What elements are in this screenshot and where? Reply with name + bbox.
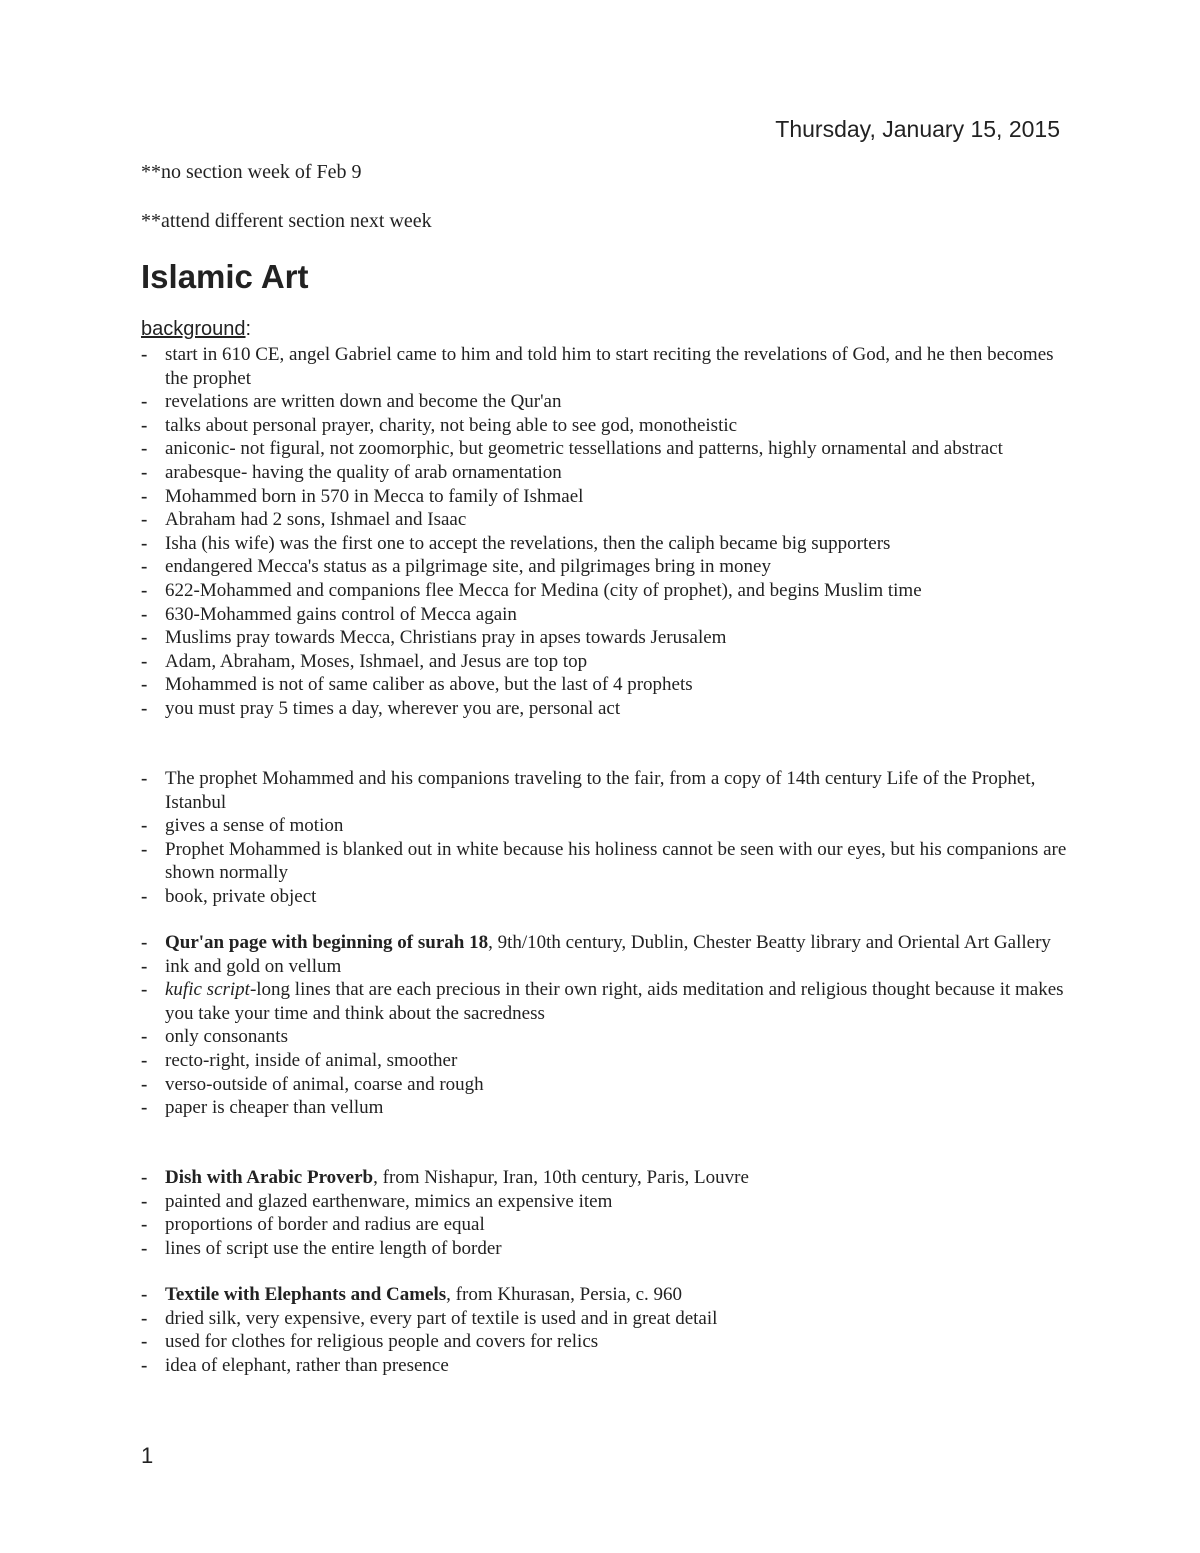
list-item: - recto-right, inside of animal, smoother — [141, 1049, 1071, 1073]
kufic-term: kufic script — [165, 979, 250, 1001]
list-item: - Isha (his wife) was the first one to accept the revelations, then the caliph became big supporters — [141, 532, 1071, 556]
kufic-item — [141, 978, 1071, 1025]
list-item: - book, private object — [141, 885, 1071, 909]
textile-list — [141, 1283, 1071, 1377]
background-label: background — [141, 318, 246, 340]
background-list — [141, 343, 1071, 721]
list-item: - Mohammed born in 570 in Mecca to family of Ishmael — [141, 485, 1071, 509]
list-item: - 630-Mohammed gains control of Mecca again — [141, 603, 1071, 627]
list-item: - 622-Mohammed and companions flee Mecca for Medina (city of prophet), and begins Muslim time — [141, 579, 1071, 603]
prophet-list — [141, 767, 1071, 909]
list-item: - Mohammed is not of same caliber as above, but the last of 4 prophets — [141, 673, 1071, 697]
background-heading — [141, 318, 251, 341]
note-no-section: **no section week of Feb 9 — [141, 161, 362, 183]
artwork-title: Dish with Arabic Proverb — [165, 1167, 374, 1188]
list-item: - idea of elephant, rather than presence — [141, 1354, 1071, 1378]
list-item: - aniconic- not figural, not zoomorphic, but geometric tessellations and patterns, highly ornamental and abstract — [141, 437, 1071, 461]
page-title: Islamic Art — [141, 258, 309, 295]
dish-heading-item — [141, 1166, 1071, 1190]
dish-list — [141, 1166, 1071, 1260]
note-attend-section: **attend different section next week — [141, 210, 432, 232]
list-item: - start in 610 CE, angel Gabriel came to him and told him to start reciting the revelations of God, and he then becomes the prophet — [141, 343, 1071, 390]
list-item: - only consonants — [141, 1025, 1071, 1049]
list-item: - gives a sense of motion — [141, 814, 1071, 838]
list-item: - used for clothes for religious people and covers for relics — [141, 1330, 1071, 1354]
artwork-title: Qur'an page with beginning of surah 18 — [165, 932, 489, 953]
artwork-details: , from Nishapur, Iran, 10th century, Paris, Louvre — [373, 1167, 749, 1188]
background-colon: : — [245, 318, 252, 340]
quran-heading-item — [141, 931, 1071, 955]
list-item: - lines of script use the entire length of border — [141, 1237, 1071, 1261]
list-item: - dried silk, very expensive, every part of textile is used and in great detail — [141, 1307, 1071, 1331]
list-item: - proportions of border and radius are equal — [141, 1213, 1071, 1237]
kufic-description: -long lines that are each precious in their own right, aids meditation and religious thought because it makes you take your time and think about the sacredness — [165, 979, 1064, 1024]
list-item: - verso-outside of animal, coarse and rough — [141, 1073, 1071, 1097]
list-item: - Muslims pray towards Mecca, Christians pray in apses towards Jerusalem — [141, 626, 1071, 650]
list-item: - Prophet Mohammed is blanked out in white because his holiness cannot be seen with our eyes, but his companions are shown normally — [141, 838, 1071, 885]
artwork-title: Textile with Elephants and Camels — [165, 1284, 447, 1305]
list-item: - talks about personal prayer, charity, not being able to see god, monotheistic — [141, 414, 1071, 438]
list-item: - Abraham had 2 sons, Ishmael and Isaac — [141, 508, 1071, 532]
list-item: - paper is cheaper than vellum — [141, 1096, 1071, 1120]
list-item: - revelations are written down and become the Qur'an — [141, 390, 1071, 414]
page-number: 1 — [141, 1443, 154, 1468]
list-item: - ink and gold on vellum — [141, 955, 1071, 979]
list-item: - The prophet Mohammed and his companions traveling to the fair, from a copy of 14th century Life of the Prophet, Istanbul — [141, 767, 1071, 814]
list-item: - arabesque- having the quality of arab ornamentation — [141, 461, 1071, 485]
list-item: - painted and glazed earthenware, mimics an expensive item — [141, 1190, 1071, 1214]
textile-heading-item — [141, 1283, 1071, 1307]
list-item: - endangered Mecca's status as a pilgrimage site, and pilgrimages bring in money — [141, 555, 1071, 579]
list-item: - Adam, Abraham, Moses, Ishmael, and Jesus are top top — [141, 650, 1071, 674]
artwork-details: , from Khurasan, Persia, c. 960 — [446, 1284, 683, 1305]
lecture-date: Thursday, January 15, 2015 — [775, 116, 1060, 142]
list-item: - you must pray 5 times a day, wherever you are, personal act — [141, 697, 1071, 721]
artwork-details: , 9th/10th century, Dublin, Chester Beatty library and Oriental Art Gallery — [488, 932, 1051, 953]
quran-list — [141, 931, 1071, 1120]
